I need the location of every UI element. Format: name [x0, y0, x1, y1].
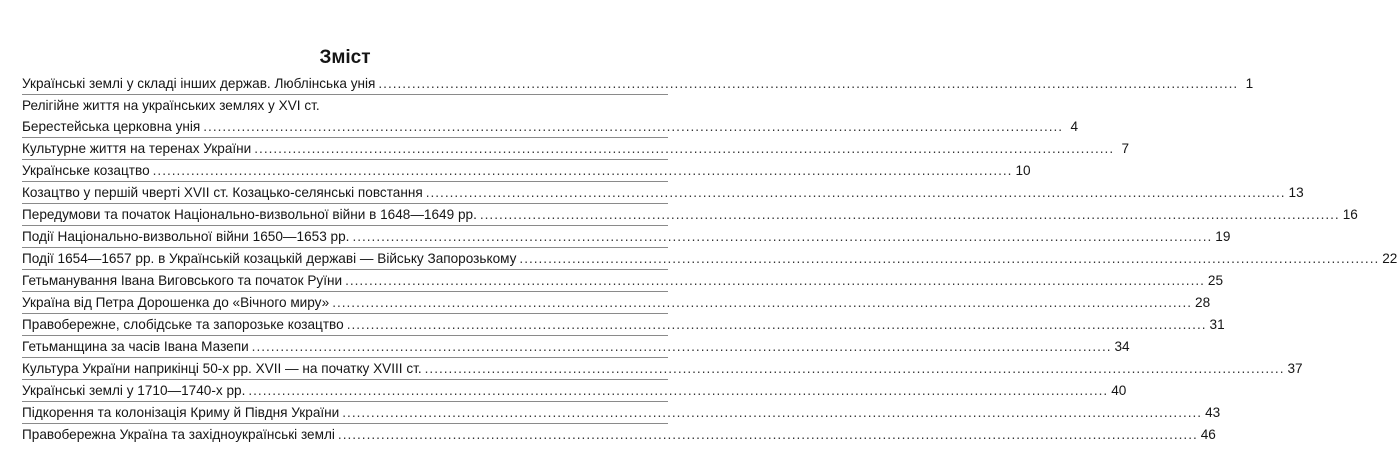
toc-entry	[22, 138, 1130, 160]
toc-list	[22, 73, 1397, 445]
toc-page-number: 40	[1111, 383, 1127, 398]
toc-entry-title: Релігійне життя на українських землях у XVI ст.	[22, 98, 320, 113]
toc-leader-dots	[425, 358, 1285, 379]
toc-entry	[22, 292, 1211, 314]
toc-leader-dots	[248, 380, 1108, 401]
toc-page-number: 43	[1205, 405, 1221, 420]
toc-page-number: 28	[1195, 295, 1211, 310]
toc-entry-title: Українські землі у складі інших держав. Люблінська унія	[22, 76, 376, 91]
toc-entry-title: Події 1654—1657 рр. в Українській козацькій державі — Війську Запорозькому	[22, 251, 517, 266]
toc-page-number: 13	[1288, 185, 1304, 200]
toc-entry-title: Українські землі у 1710—1740-х рр.	[22, 383, 246, 398]
toc-entry	[22, 160, 1031, 182]
toc-entry-title: Правобережна Україна та західноукраїнські землі	[22, 427, 335, 442]
toc-leader-dots	[378, 73, 1238, 94]
toc-entry	[22, 95, 668, 116]
toc-leader-dots	[352, 226, 1212, 247]
toc-page-number: 10	[1015, 163, 1031, 178]
toc-page-number: 19	[1215, 229, 1231, 244]
toc-entry-title: Берестейська церковна унія	[22, 119, 201, 134]
toc-leader-dots	[426, 182, 1286, 203]
toc-entry	[22, 73, 1254, 95]
toc-entry	[22, 424, 1216, 445]
toc-page-number: 16	[1342, 207, 1358, 222]
toc-entry	[22, 248, 1397, 270]
toc-entry-title: Козацтво у першій чверті XVII ст. Козацько-селянські повстання	[22, 185, 423, 200]
toc-page-number: 4	[1070, 119, 1079, 134]
toc-leader-dots	[254, 138, 1114, 159]
toc-page-number: 25	[1207, 273, 1224, 288]
toc-leader-dots	[332, 292, 1192, 313]
toc-entry	[22, 204, 1358, 226]
toc-leader-dots	[342, 402, 1202, 423]
toc-page-number: 1	[1245, 76, 1254, 91]
toc-entry	[22, 380, 1127, 402]
toc-leader-dots	[252, 336, 1112, 357]
toc-entry-title: Гетьманування Івана Виговського та початок Руїни	[22, 273, 343, 288]
toc-leader-dots	[347, 314, 1207, 335]
page-title: Зміст	[319, 47, 371, 68]
toc-page-number: 37	[1287, 361, 1303, 376]
toc-page-number: 34	[1114, 339, 1130, 354]
toc-entry	[22, 116, 1079, 138]
table-of-contents-page	[22, 0, 1397, 445]
toc-entry-title: Українське козацтво	[22, 163, 150, 178]
toc-leader-dots	[519, 248, 1379, 269]
toc-leader-dots	[338, 424, 1198, 445]
toc-entry-title: Події Національно-визвольної війни 1650—1653 рр.	[22, 229, 350, 244]
toc-entry	[22, 226, 1231, 248]
toc-page-number: 46	[1200, 427, 1216, 442]
toc-entry	[22, 402, 1221, 424]
toc-entry-title: Україна від Петра Дорошенка до «Вічного миру»	[22, 295, 330, 310]
toc-entry-title: Культурне життя на теренах України	[22, 141, 252, 156]
toc-leader-dots	[480, 204, 1340, 225]
toc-page-number: 7	[1121, 141, 1130, 156]
toc-entry	[22, 358, 1303, 380]
toc-entry	[22, 270, 1224, 292]
toc-leader-dots	[203, 116, 1063, 137]
toc-entry	[22, 182, 1304, 204]
toc-page-number: 22	[1382, 251, 1397, 266]
toc-entry	[22, 314, 1225, 336]
toc-entry	[22, 336, 1130, 358]
toc-entry-title: Гетьманщина за часів Івана Мазепи	[22, 339, 249, 354]
toc-leader-dots	[153, 160, 1013, 181]
toc-entry-title: Правобережне, слобідське та запорозьке козацтво	[22, 317, 344, 332]
toc-page-number: 31	[1209, 317, 1225, 332]
toc-entry-title: Підкорення та колонізація Криму й Півдня України	[22, 405, 340, 420]
toc-entry-title: Культура України наприкінці 50-х рр. XVII — на початку XVIII ст.	[22, 361, 422, 376]
toc-entry-title: Передумови та початок Національно-визвольної війни в 1648—1649 рр.	[22, 207, 477, 222]
toc-leader-dots	[345, 270, 1205, 291]
